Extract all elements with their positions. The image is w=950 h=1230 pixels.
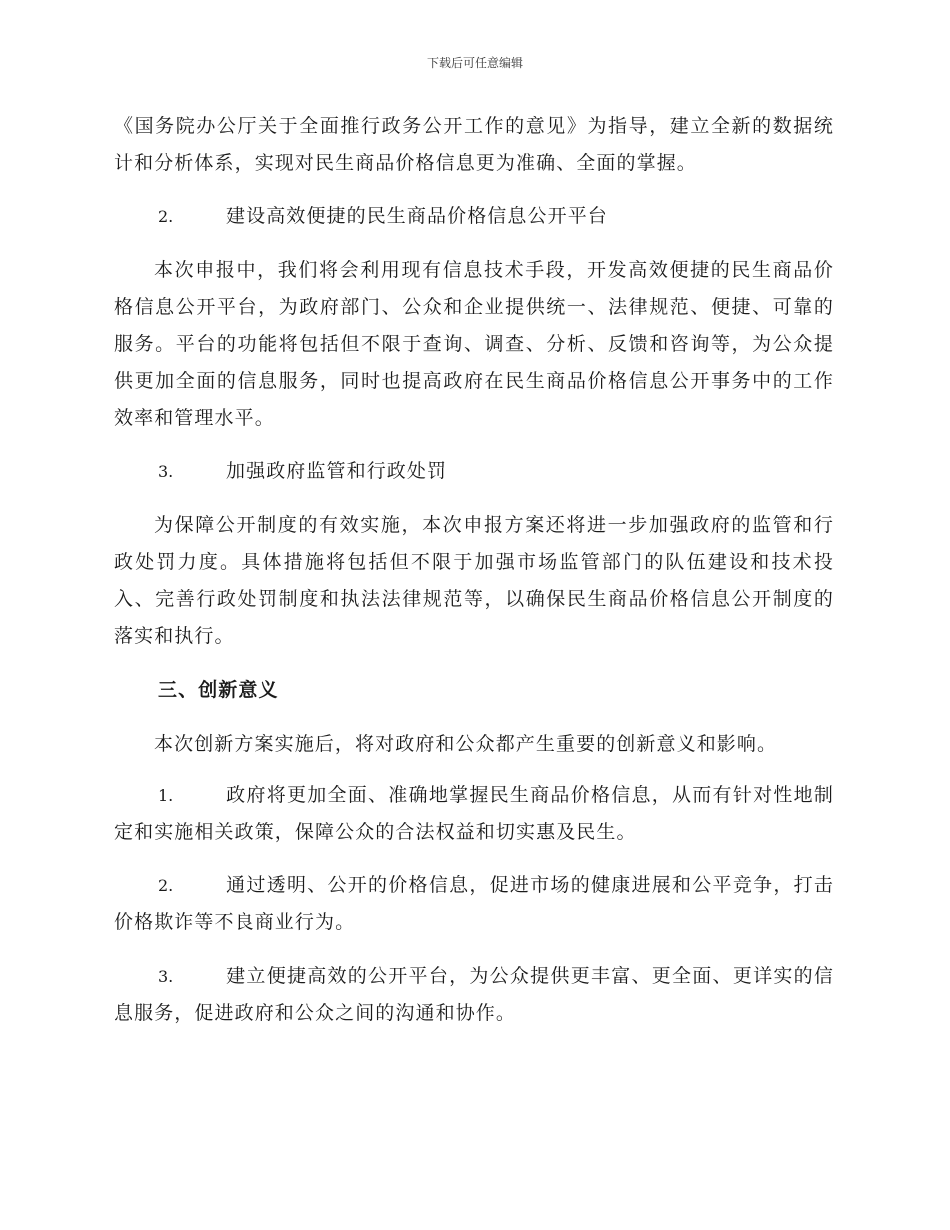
page-header: 下载后可任意编辑 [426,56,523,70]
section-title: 三、创新意义 [158,679,279,701]
significance-item-1 [114,777,834,851]
paragraph-platform: 本次申报中，我们将会利用现有信息技术手段，开发高效便捷的民生商品价格信息公开平台，为政府部门、公众和企业提供统一、法律规范、便捷、可靠的服务。平台的功能将包括但不限于查询、调查、分析、反馈和咨询等，为公众提供更加全面的信息服务，同时也提高政府在民生商品价格信息公开事务中的工作效率和管理水平。 [114,259,834,429]
paragraph-supervision: 为保障公开制度的有效实施，本次申报方案还将进一步加强政府的监管和行政处罚力度。具体措施将包括但不限于加强市场监管部门的队伍建设和技术投入、完善行政处罚制度和执法法律规范等，以确保民生商品价格信息公开制度的落实和执行。 [114,514,834,647]
item-text: 建立便捷高效的公开平台，为公众提供更丰富、更全面、更详实的信息服务，促进政府和公众之间的沟通和协作。 [114,965,834,1024]
paragraph-significance-intro: 本次创新方案实施后，将对政府和公众都产生重要的创新意义和影响。 [154,733,778,755]
item-title: 建设高效便捷的民生商品价格信息公开平台 [226,205,608,227]
item-title: 加强政府监管和行政处罚 [226,460,448,482]
paragraph-guideline: 《国务院办公厅关于全面推行政务公开工作的意见》为指导，建立全新的数据统计和分析体系，实现对民生商品价格信息更为准确、全面的掌握。 [114,115,834,174]
significance-item-2 [114,867,834,941]
item-number: 2. [158,207,174,226]
numbered-heading-2 [114,198,834,235]
item-number: 3. [158,967,174,986]
significance-item-3 [114,958,834,1032]
item-text: 政府将更加全面、准确地掌握民生商品价格信息，从而有针对性地制定和实施相关政策，保障公众的合法权益和切实惠及民生。 [114,784,834,843]
item-number: 2. [158,876,174,895]
item-number: 1. [158,786,174,805]
item-text: 通过透明、公开的价格信息，促进市场的健康进展和公平竞争，打击价格欺诈等不良商业行为。 [114,874,834,933]
numbered-heading-3 [114,453,834,490]
item-number: 3. [158,462,174,481]
